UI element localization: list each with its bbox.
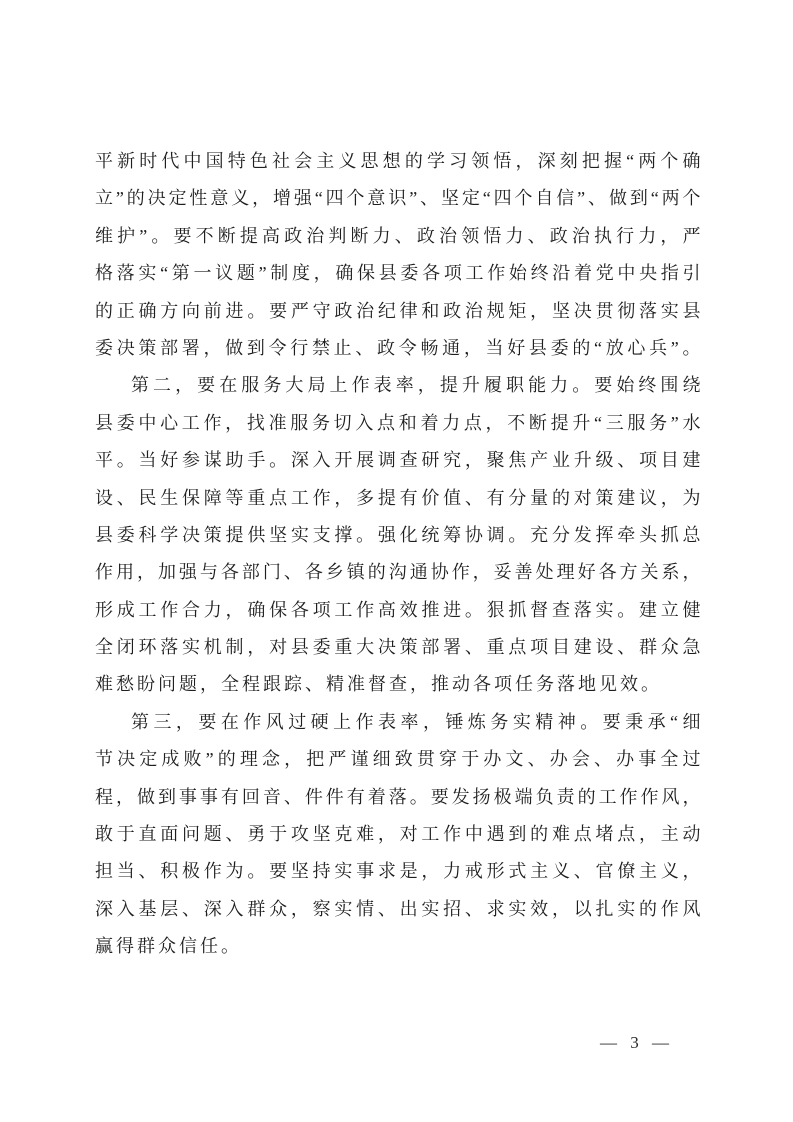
text-line: 立”的决定性意义，增强“四个意识”、坚定“四个自信”、做到“两个 — [95, 188, 701, 209]
text-line: 县委中心工作，找准服务切入点和着力点，不断提升“三服务”水 — [95, 412, 701, 433]
text-line: 节决定成败”的理念，把严谨细致贯穿于办文、办会、办事全过 — [95, 749, 701, 770]
text-line: 县委科学决策提供坚实支撑。强化统筹协调。充分发挥牵头抓总 — [95, 524, 701, 545]
paragraph-3 — [95, 704, 701, 966]
text-line: 全闭环落实机制，对县委重大决策部署、重点项目建设、群众急 — [95, 637, 701, 658]
paragraph-2 — [95, 367, 701, 704]
text-line: 难愁盼问题，全程跟踪、精准督查，推动各项任务落地见效。 — [95, 674, 662, 695]
text-line: 设、民生保障等重点工作，多提有价值、有分量的对策建议，为 — [95, 487, 701, 508]
paragraph-1 — [95, 143, 701, 367]
text-line: 格落实“第一议题”制度，确保县委各项工作始终沿着党中央指引 — [95, 263, 701, 284]
text-line: 第三，要在作风过硬上作表率，锤炼务实精神。要秉承“细 — [131, 711, 701, 732]
text-line: 第二，要在服务大局上作表率，提升履职能力。要始终围绕 — [131, 375, 701, 396]
text-line: 平新时代中国特色社会主义思想的学习领悟，深刻把握“两个确 — [95, 151, 701, 171]
text-line: 赢得群众信任。 — [95, 936, 242, 957]
text-line: 维护”。要不断提高政治判断力、政治领悟力、政治执行力，严 — [95, 225, 701, 246]
text-line: 平。当好参谋助手。深入开展调查研究，聚焦产业升级、项目建 — [95, 450, 701, 471]
text-line: 的正确方向前进。要严守政治纪律和政治规矩，坚决贯彻落实县 — [95, 300, 701, 321]
document-body — [95, 143, 701, 966]
text-line: 程，做到事事有回音、件件有着落。要发扬极端负责的工作作风， — [95, 786, 701, 807]
page-footer — [600, 1031, 670, 1055]
text-line: 委决策部署，做到令行禁止、政令畅通，当好县委的“放心兵”。 — [95, 337, 701, 358]
text-line: 形成工作合力，确保各项工作高效推进。狠抓督查落实。建立健 — [95, 599, 701, 620]
page-number: — 3 — — [600, 1033, 670, 1052]
text-line: 担当、积极作为。要坚持实事求是，力戒形式主义、官僚主义， — [95, 861, 701, 882]
text-line: 作用，加强与各部门、各乡镇的沟通协作，妥善处理好各方关系， — [95, 562, 701, 583]
text-line: 深入基层、深入群众，察实情、出实招、求实效，以扎实的作风 — [95, 898, 701, 919]
text-line: 敢于直面问题、勇于攻坚克难，对工作中遇到的难点堵点，主动 — [95, 824, 701, 845]
